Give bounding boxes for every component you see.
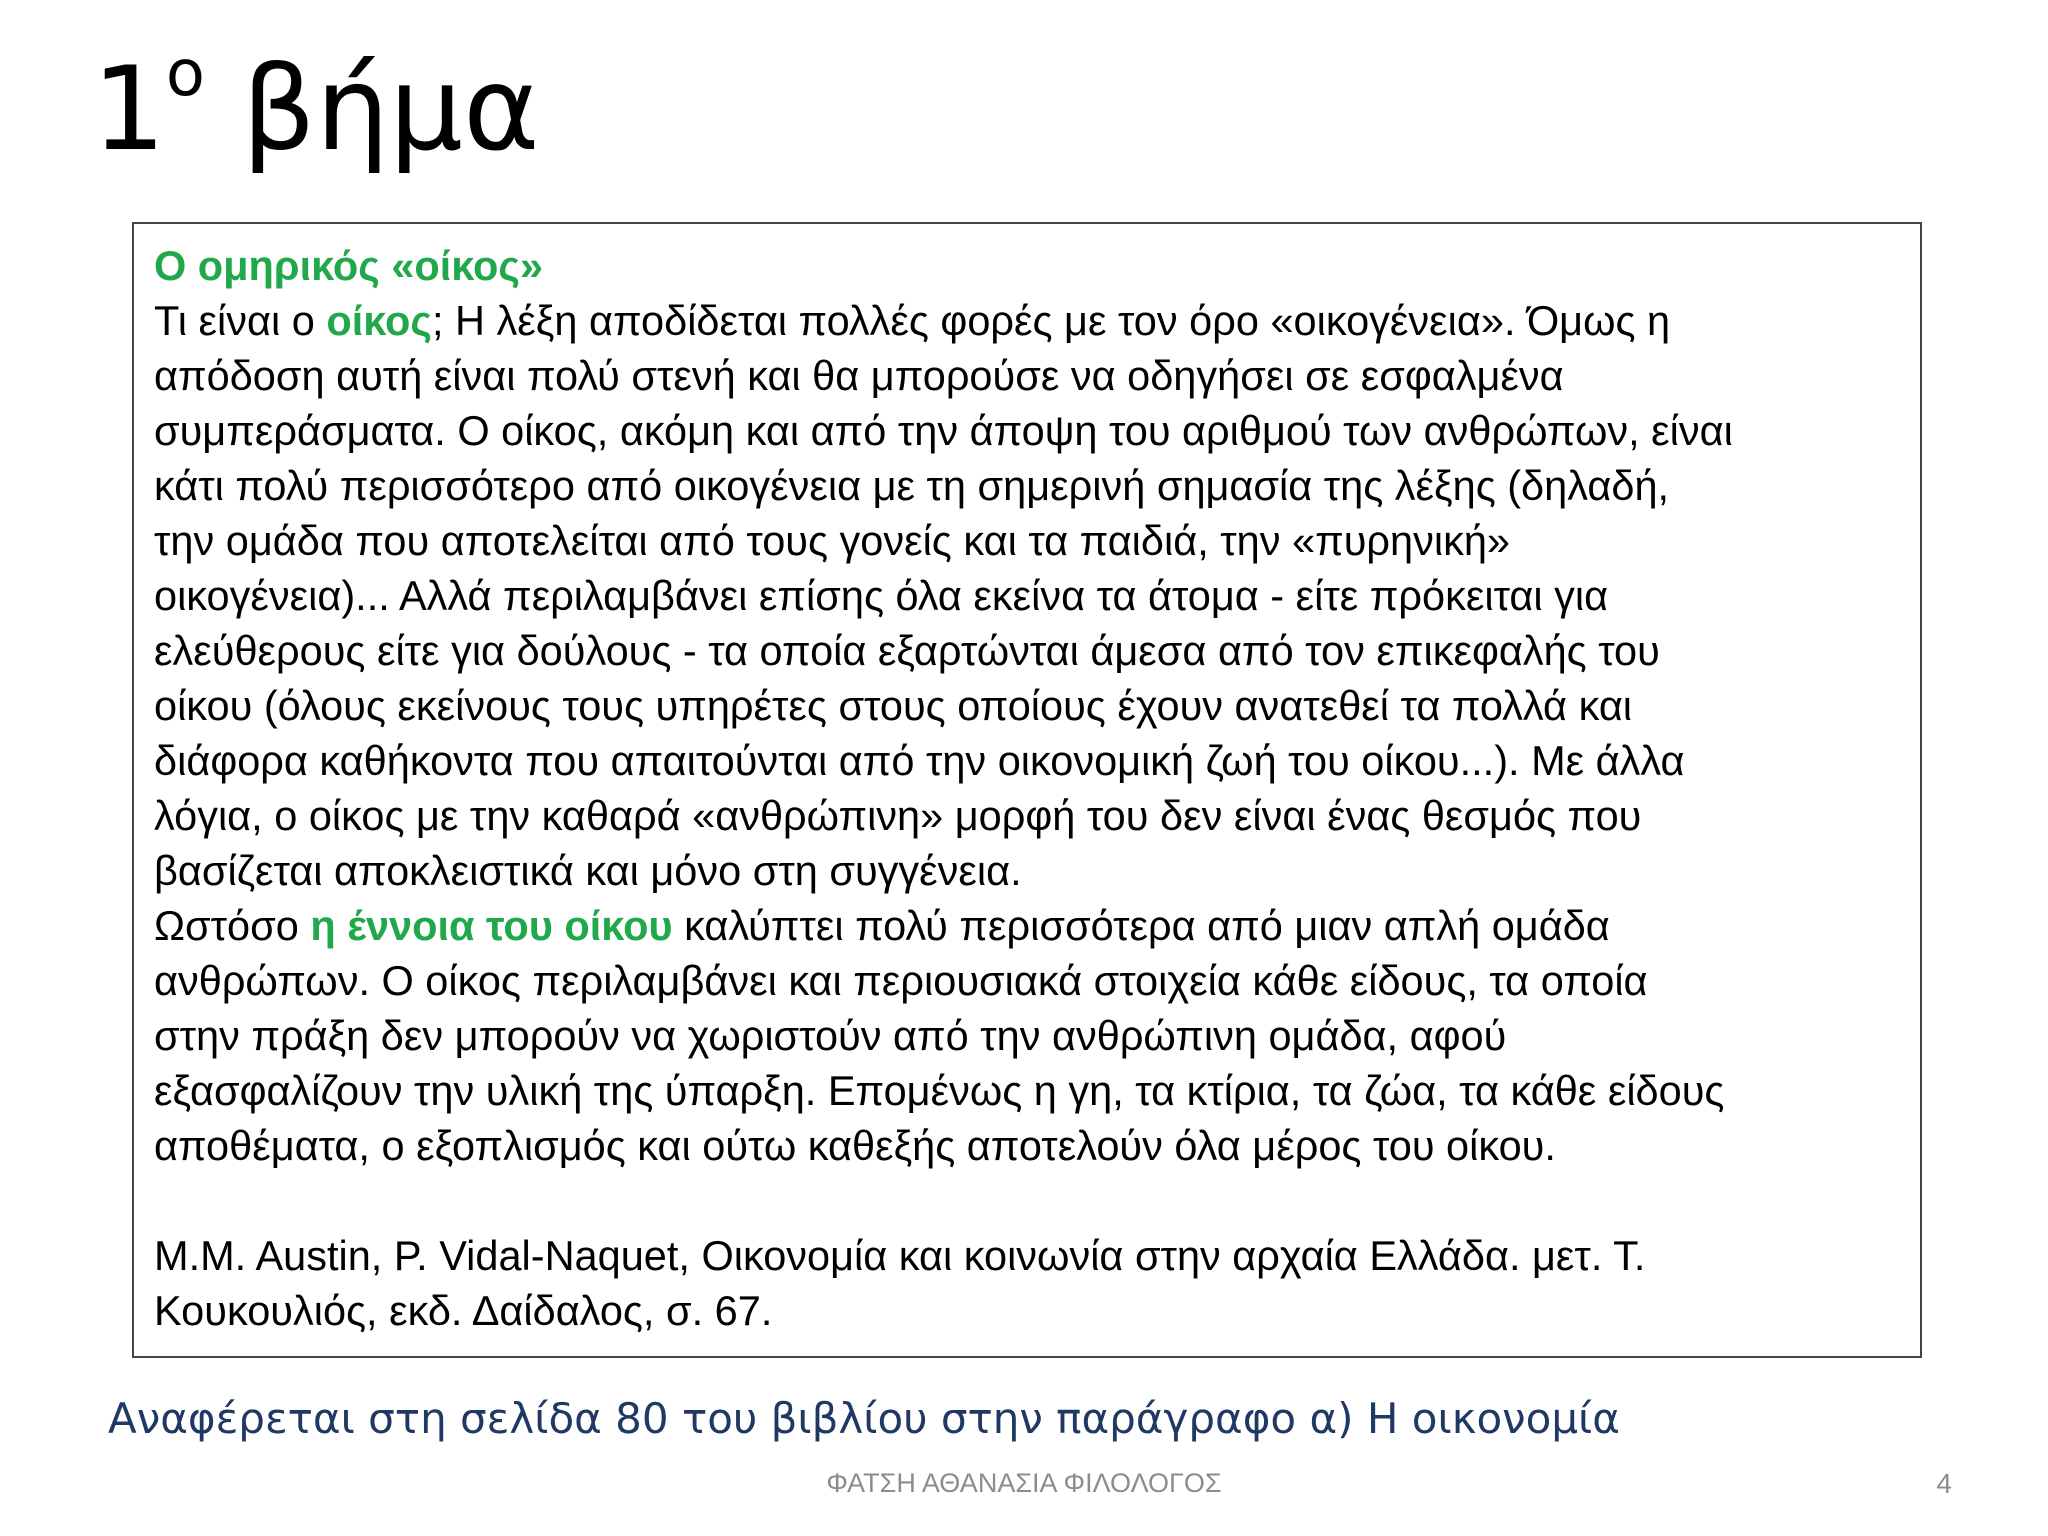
citation-line-1: M.M. Austin, P. Vidal-Naquet, Οικονομία και κοινωνία στην αρχαία Ελλάδα. μετ. Τ.	[154, 1232, 1646, 1279]
title-number: 1	[92, 42, 166, 177]
quote-line-14: στην πράξη δεν μπορούν να χωριστούν από την ανθρώπινη ομάδα, αφού	[154, 1012, 1507, 1059]
quote-line-12	[154, 898, 1900, 953]
highlight-concept-of-oikos: η έννοια του οίκου	[310, 902, 673, 949]
quote-line-5: την ομάδα που αποτελείται από τους γονείς και τα παιδιά, την «πυρηνική»	[154, 517, 1511, 564]
quote-text-box	[132, 222, 1922, 1358]
slide-title	[92, 36, 540, 179]
quote-line-1	[154, 293, 1900, 348]
quote-line-15: εξασφαλίζουν την υλική της ύπαρξη. Επομένως η γη, τα κτίρια, τα ζώα, τα κάθε είδους	[154, 1067, 1725, 1114]
quote-line-2: απόδοση αυτή είναι πολύ στενή και θα μπορούσε να οδηγήσει σε εσφαλμένα	[154, 352, 1564, 399]
quote-line-12-start: Ωστόσο	[154, 902, 311, 949]
quote-line-6: οικογένεια)... Αλλά περιλαμβάνει επίσης όλα εκείνα τα άτομα - είτε πρόκειται για	[154, 572, 1609, 619]
quote-line-1-end: ; Η λέξη αποδίδεται πολλές φορές με τον όρο «οικογένεια». Όμως η	[431, 297, 1671, 344]
quote-line-13: ανθρώπων. Ο οίκος περιλαμβάνει και περιουσιακά στοιχεία κάθε είδους, τα οποία	[154, 957, 1648, 1004]
quote-line-8: οίκου (όλους εκείνους τους υπηρέτες στους οποίους έχουν ανατεθεί τα πολλά και	[154, 682, 1633, 729]
quote-line-16: αποθέματα, ο εξοπλισμός και ούτω καθεξής αποτελούν όλα μέρος του οίκου.	[154, 1122, 1556, 1169]
title-ordinal-superscript: ο	[165, 36, 205, 111]
quote-line-12-end: καλύπτει πολύ περισσότερα από μιαν απλή ομάδα	[672, 902, 1610, 949]
quote-heading: Ο ομηρικός «οίκος»	[154, 242, 544, 289]
quote-line-4: κάτι πολύ περισσότερο από οικογένεια με τη σημερινή σημασία της λέξης (δηλαδή,	[154, 462, 1670, 509]
blank-line-spacer	[154, 1173, 1900, 1228]
book-reference-note: Αναφέρεται στη σελίδα 80 του βιβλίου στην παράγραφο α) Η οικονομία	[108, 1394, 1620, 1443]
quote-line-7: ελεύθερους είτε για δούλους - τα οποία εξαρτώνται άμεσα από τον επικεφαλής του	[154, 627, 1660, 674]
highlight-oikos: οίκος	[326, 297, 432, 344]
quote-line-9: διάφορα καθήκοντα που απαιτούνται από την οικονομική ζωή του οίκου...). Με άλλα	[154, 737, 1685, 784]
quote-line-1-start: Τι είναι ο	[154, 297, 327, 344]
slide-page-number: 4	[1936, 1468, 1952, 1499]
quote-line-11: βασίζεται αποκλειστικά και μόνο στη συγγένεια.	[154, 847, 1022, 894]
title-word: βήμα	[204, 42, 540, 177]
citation-line-2: Κουκουλιός, εκδ. Δαίδαλος, σ. 67.	[154, 1287, 773, 1334]
footer-author: ΦΑΤΣΗ ΑΘΑΝΑΣΙΑ ΦΙΛΟΛΟΓΟΣ	[826, 1468, 1222, 1498]
quote-line-10: λόγια, ο οίκος με την καθαρά «ανθρώπινη» μορφή του δεν είναι ένας θεσμός που	[154, 792, 1642, 839]
quote-line-3: συμπεράσματα. Ο οίκος, ακόμη και από την άποψη του αριθμού των ανθρώπων, είναι	[154, 407, 1733, 454]
